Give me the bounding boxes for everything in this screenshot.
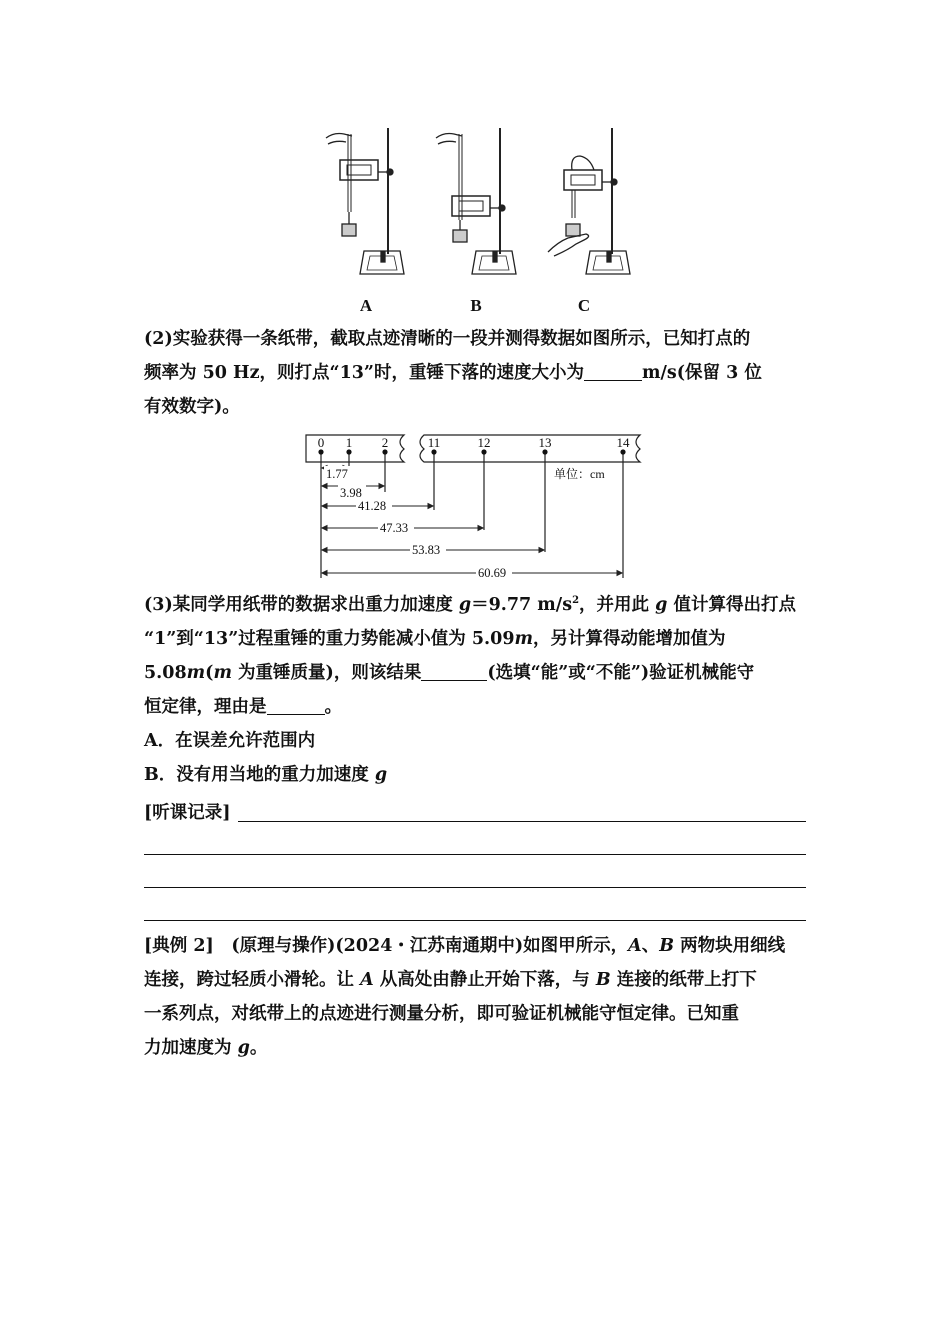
apparatus-label-b: B bbox=[470, 296, 482, 315]
q3-answer-blank-2[interactable] bbox=[267, 696, 325, 715]
q3-line-4: 恒定律，理由是 。 bbox=[144, 697, 342, 717]
ex2-line-4: 力加速度为 g。 bbox=[144, 1038, 268, 1058]
apparatus-label-c: C bbox=[577, 296, 591, 315]
tape-point-0: 0 bbox=[317, 435, 325, 450]
tape-point-11: 11 bbox=[427, 435, 441, 450]
q2-line-2: 频率为 50 Hz，则打点“13”时，重锤下落的速度大小为 m/s(保留 3 位 bbox=[144, 363, 762, 383]
dim-41-28: 41.28 bbox=[358, 499, 387, 513]
ex2-line-1: [典例 2] (原理与操作)(2024・江苏南通期中)如图甲所示，A、B 两物块用细线 bbox=[144, 936, 786, 956]
tape-dimensions bbox=[322, 466, 622, 576]
example-2 bbox=[144, 929, 808, 1065]
q2-line-1: (2)实验获得一条纸带，截取点迹清晰的一段并测得数据如图所示，已知打点的 bbox=[144, 329, 751, 349]
ex2-line-2: 连接，跨过轻质小滑轮。让 A 从高处由静止开始下落，与 B 连接的纸带上打下 bbox=[144, 970, 757, 990]
dim-47-33: 47.33 bbox=[380, 521, 409, 535]
ex2-line-3: 一系列点，对纸带上的点迹进行测量分析，即可验证机械能守恒定律。已知重 bbox=[144, 1004, 739, 1024]
tape-figure bbox=[300, 430, 650, 582]
tape-point-12: 12 bbox=[477, 435, 491, 450]
dim-60-69: 60.69 bbox=[478, 566, 507, 580]
q2-answer-blank[interactable] bbox=[584, 362, 642, 381]
q3-answer-blank-1[interactable] bbox=[421, 662, 487, 681]
notes-line-3[interactable] bbox=[144, 887, 806, 888]
q3-line-3: 5.08m(m 为重锤质量)，则该结果 (选填“能”或“不能”)验证机械能守 bbox=[144, 663, 755, 683]
apparatus-label-a: A bbox=[359, 296, 373, 315]
question-2 bbox=[144, 322, 808, 424]
q3-line-2: “1”到“13”过程重锤的重力势能减小值为 5.09m，另计算得动能增加值为 bbox=[144, 629, 726, 649]
tape-point-2: 2 bbox=[381, 435, 389, 450]
apparatus-b bbox=[436, 128, 516, 274]
q3-option-b: B．没有用当地的重力加速度 g bbox=[144, 765, 388, 785]
question-3 bbox=[144, 588, 808, 792]
notes-line-4[interactable] bbox=[144, 920, 806, 921]
tape-unit-label: 单位：cm bbox=[554, 467, 605, 481]
apparatus-c bbox=[548, 128, 630, 274]
q3-option-a: A．在误差允许范围内 bbox=[144, 731, 316, 751]
q3-line-1: (3)某同学用纸带的数据求出重力加速度 g＝9.77 $m/s^2$，并用此 g 值计算得出打点 bbox=[144, 595, 796, 615]
tape-point-13: 13 bbox=[538, 435, 552, 450]
tape-dots bbox=[318, 449, 625, 454]
apparatus-a bbox=[326, 128, 404, 274]
tape-point-14: 14 bbox=[616, 435, 630, 450]
notes-line-1[interactable] bbox=[238, 821, 806, 822]
dim-53-83: 53.83 bbox=[412, 543, 441, 557]
dim-1-77: 1.77 bbox=[326, 467, 348, 481]
q2-line-3: 有效数字)。 bbox=[144, 397, 240, 417]
notes-line-2[interactable] bbox=[144, 854, 806, 855]
notes-label: [听课记录] bbox=[144, 803, 231, 823]
tape-point-1: 1 bbox=[345, 435, 353, 450]
apparatus-figure bbox=[318, 120, 638, 320]
dim-3-98: 3.98 bbox=[340, 486, 362, 500]
